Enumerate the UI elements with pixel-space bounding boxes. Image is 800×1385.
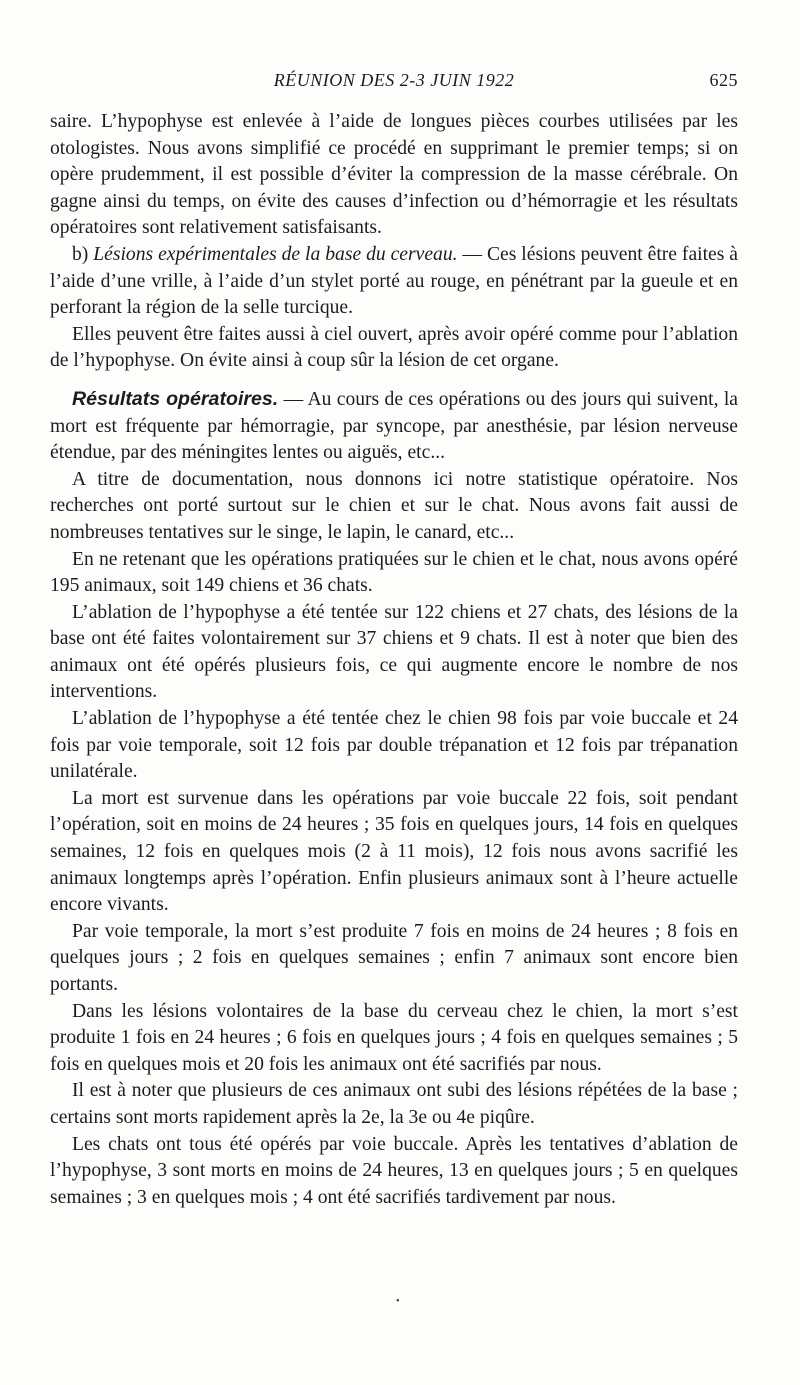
paragraph-5: A titre de documentation, nous donnons ici notre statistique opératoire. Nos recherches ont porté surtout sur le chien et sur le chat. Nous avons fait aussi de nombreuses tentatives sur le singe, le lapin, le canard, etc... — [50, 468, 738, 543]
paragraph-13: Les chats ont tous été opérés par voie buccale. Après les tentatives d’ablation de l’hypophyse, 3 sont morts en moins de 24 heures, 13 en quelques jours ; 5 en quelques semaines ; 3 en quelques mois ; 4 ont été sacrifiés tardivement par nous. — [50, 1133, 738, 1208]
paragraph-8: L’ablation de l’hypophyse a été tentée chez le chien 98 fois par voie buccale et 24 fois par voie temporale, soit 12 fois par double trépanation et 12 fois par trépanation unilatérale. — [50, 708, 738, 783]
paragraph-2-prefix: b) — [72, 243, 94, 265]
paragraph-11: Dans les lésions volontaires de la base du cerveau chez le chien, la mort s’est produite 1 fois en 24 heures ; 6 fois en quelques jours ; 4 fois en quelques semaines ; 5 fois en quelques mois et 20 fois les animaux ont été sacrifiés par nous. — [50, 1000, 738, 1075]
paragraph-10: Par voie temporale, la mort s’est produite 7 fois en moins de 24 heures ; 8 fois en quelques jours ; 2 fois en quelques semaines ; enfin 7 animaux sont encore bien portants. — [50, 920, 738, 995]
body-text — [50, 109, 738, 1211]
paragraph-2 — [50, 242, 738, 322]
paragraph-12: Il est à noter que plusieurs de ces animaux ont subi des lésions répétées de la base ; certains sont morts rapidement après la 2e, la 3e ou 4e piqûre. — [50, 1080, 738, 1128]
paragraph-6: En ne retenant que les opérations pratiquées sur le chien et le chat, nous avons opéré 195 animaux, soit 149 chiens et 36 chats. — [50, 548, 738, 597]
paragraph-7: L’ablation de l’hypophyse a été tentée sur 122 chiens et 27 chats, des lésions de la base ont été faites volontairement sur 37 chiens et 9 chats. Il est à noter que bien des animaux ont été opérés plusieurs fois, ce qui augmente encore le nombre de nos interventions. — [50, 601, 738, 703]
paragraph-4 — [50, 386, 738, 467]
subsection-title-lesions: Lésions expérimentales de la base du cerveau. — [93, 243, 458, 265]
paragraph-4-body: — Au cours de ces opérations ou des jours qui suivent, la mort est fréquente par hémorragie, par syncope, par anesthésie, par lésion nerveuse étendue, par des méningites lentes ou aiguës, etc... — [50, 388, 738, 464]
footer-mark: • — [396, 1296, 400, 1307]
section-title-resultats: Résultats opératoires. — [72, 387, 279, 410]
running-title: RÉUNION DES 2-3 JUIN 1922 — [273, 70, 515, 90]
paragraph-2-body: — Ces lésions peuvent être faites à l’aide d’une vrille, à l’aide d’un stylet porté au rouge, en pénétrant par la gueule et en perforant la région de la selle turcique. — [50, 243, 738, 319]
paragraph-1: saire. L’hypophyse est enlevée à l’aide de longues pièces courbes utilisées par les otologistes. Nous avons simplifié ce procédé en supprimant le premier temps; si on opère prudemment, il est possible d’éviter la compression de la masse cérébrale. On gagne ainsi du temps, on évite des causes d’infection ou d’hémorragie et les résultats opératoires sont relativement satisfaisants. — [50, 111, 738, 239]
page-number: 625 — [709, 70, 738, 90]
paragraph-9: La mort est survenue dans les opérations par voie buccale 22 fois, soit pendant l’opération, soit en moins de 24 heures ; 35 fois en quelques jours, 14 fois en quelques semaines, 12 fois en quelques mois (2 à 11 mois), 12 fois nous avons sacrifié les animaux longtemps après l’opération. Enfin plusieurs animaux sont à l’heure actuelle encore vivants. — [50, 787, 738, 916]
running-header — [50, 70, 738, 100]
paragraph-3: Elles peuvent être faites aussi à ciel ouvert, après avoir opéré comme pour l’ablation de l’hypophyse. On évite ainsi à coup sûr la lésion de cet organe. — [50, 323, 738, 372]
